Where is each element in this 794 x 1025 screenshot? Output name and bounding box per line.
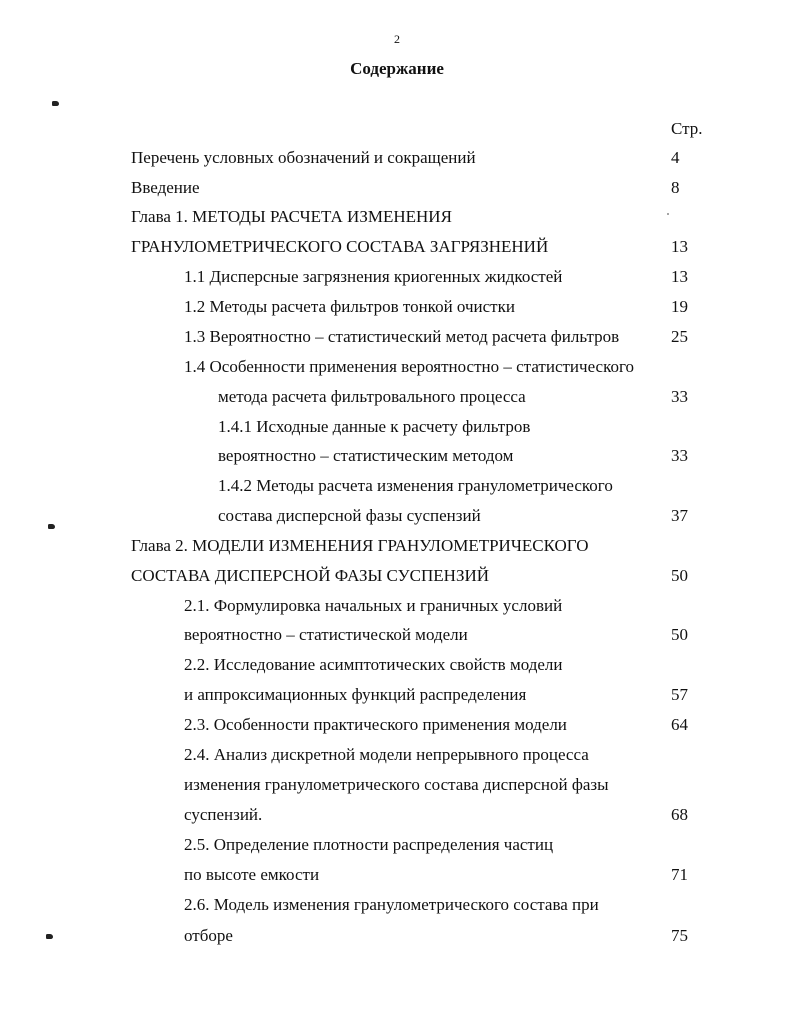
toc-page-number: 33 — [671, 387, 688, 406]
scan-artifact-mark — [46, 934, 53, 939]
toc-subsection-1-4-1-line-2: вероятностно – статистическим методом — [218, 446, 514, 465]
toc-section-2-5-line-2: по высоте емкости — [184, 865, 320, 884]
toc-section-2-6-line-1: 2.6. Модель изменения гранулометрического состава при — [184, 895, 599, 914]
toc-page-number: 50 — [671, 566, 688, 585]
scan-artifact-dot — [667, 213, 669, 215]
toc-entry-introduction: Введение — [131, 178, 200, 197]
toc-chapter-2-line-1: Глава 2. МОДЕЛИ ИЗМЕНЕНИЯ ГРАНУЛОМЕТРИЧЕСКОГО — [131, 536, 589, 555]
toc-page-number: 33 — [671, 446, 688, 465]
toc-page-number: 64 — [671, 715, 688, 734]
toc-page-number: 50 — [671, 625, 688, 644]
toc-page-number: 8 — [671, 178, 680, 197]
toc-page-number: 13 — [671, 267, 688, 286]
toc-page-number: 37 — [671, 506, 688, 525]
toc-page-number: 57 — [671, 685, 688, 704]
toc-section-2-5-line-1: 2.5. Определение плотности распределения частиц — [184, 835, 554, 854]
toc-page-number: 13 — [671, 237, 688, 256]
toc-section-1-2: 1.2 Методы расчета фильтров тонкой очистки — [184, 297, 515, 316]
toc-page-number: 19 — [671, 297, 688, 316]
toc-chapter-1-line-1: Глава 1. МЕТОДЫ РАСЧЕТА ИЗМЕНЕНИЯ — [131, 207, 452, 226]
toc-page-number: 68 — [671, 805, 688, 824]
toc-section-1-4-line-2: метода расчета фильтровального процесса — [218, 387, 526, 406]
toc-section-1-3: 1.3 Вероятностно – статистический метод расчета фильтров — [184, 327, 620, 346]
page-column-header: Стр. — [671, 119, 703, 138]
toc-section-2-1-line-1: 2.1. Формулировка начальных и граничных условий — [184, 596, 563, 615]
toc-chapter-1-line-2: ГРАНУЛОМЕТРИЧЕСКОГО СОСТАВА ЗАГРЯЗНЕНИЙ — [131, 237, 549, 256]
toc-section-2-2-line-2: и аппроксимационных функций распределения — [184, 685, 527, 704]
toc-subsection-1-4-1-line-1: 1.4.1 Исходные данные к расчету фильтров — [218, 417, 531, 436]
toc-page-number: 75 — [671, 926, 688, 945]
page-number: 2 — [394, 32, 400, 46]
toc-section-2-4-line-2: изменения гранулометрического состава дисперсной фазы — [184, 775, 609, 794]
page-title: Содержание — [350, 59, 444, 78]
toc-subsection-1-4-2-line-1: 1.4.2 Методы расчета изменения гранулометрического — [218, 476, 613, 495]
toc-section-2-3: 2.3. Особенности практического применения модели — [184, 715, 567, 734]
toc-section-2-4-line-3: суспензий. — [184, 805, 263, 824]
toc-page-number: 71 — [671, 865, 688, 884]
toc-chapter-2-line-2: СОСТАВА ДИСПЕРСНОЙ ФАЗЫ СУСПЕНЗИЙ — [131, 566, 490, 585]
scan-artifact-mark — [52, 101, 59, 106]
toc-section-1-4-line-1: 1.4 Особенности применения вероятностно – статистического — [184, 357, 635, 376]
toc-subsection-1-4-2-line-2: состава дисперсной фазы суспензий — [218, 506, 481, 525]
toc-section-2-6-line-2: отборе — [184, 926, 233, 945]
scan-artifact-mark — [48, 524, 55, 529]
toc-section-2-2-line-1: 2.2. Исследование асимптотических свойств модели — [184, 655, 563, 674]
toc-section-2-1-line-2: вероятностно – статистической модели — [184, 625, 468, 644]
toc-entry-abbreviations: Перечень условных обозначений и сокращений — [131, 148, 476, 167]
toc-page-number: 25 — [671, 327, 688, 346]
toc-section-2-4-line-1: 2.4. Анализ дискретной модели непрерывного процесса — [184, 745, 589, 764]
toc-page-number: 4 — [671, 148, 680, 167]
toc-section-1-1: 1.1 Дисперсные загрязнения криогенных жидкостей — [184, 267, 563, 286]
